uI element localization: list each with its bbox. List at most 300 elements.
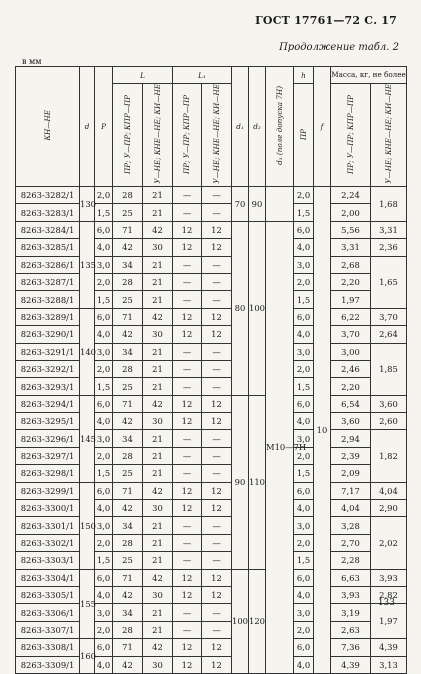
cell-l1-ne: 12 [202, 221, 232, 238]
cell-d: 140 [80, 308, 95, 395]
gauge-table [15, 66, 407, 674]
cell-l1-pr: — [173, 534, 202, 551]
cell-l-pr: 71 [113, 639, 143, 656]
cell-mass-pr: 2,46 [331, 360, 371, 377]
col-header-d: d [80, 67, 95, 187]
cell-l1-pr: 12 [173, 308, 202, 325]
cell-h: 1,5 [294, 291, 314, 308]
col-header-code: КН—НЕ [16, 67, 80, 187]
cell-l-ne: 42 [143, 639, 173, 656]
table-row [16, 569, 407, 586]
cell-l-ne: 21 [143, 604, 173, 621]
cell-l-pr: 28 [113, 534, 143, 551]
cell-l1-ne: 12 [202, 239, 232, 256]
cell-l1-ne: — [202, 256, 232, 273]
cell-p: 1,5 [95, 204, 113, 221]
cell-l-ne: 42 [143, 395, 173, 412]
cell-l1-pr: — [173, 204, 202, 221]
cell-mass-pr: 2,28 [331, 552, 371, 569]
cell-l-ne: 30 [143, 656, 173, 673]
cell-l-pr: 25 [113, 465, 143, 482]
cell-l1-ne: 12 [202, 587, 232, 604]
standard-header: ГОСТ 17761—72 С. 17 [255, 14, 397, 27]
cell-l1-ne: — [202, 621, 232, 638]
cell-mass-ne: 2,60 [371, 413, 407, 430]
cell-l1-ne: 12 [202, 395, 232, 412]
cell-p: 4,0 [95, 587, 113, 604]
cell-d: 145 [80, 395, 95, 482]
col-header-l1-ne: У—НЕ; КНЕ—НЕ; КИ—НЕ [202, 84, 232, 187]
cell-l-pr: 71 [113, 569, 143, 586]
table-row [16, 291, 407, 308]
cell-p: 6,0 [95, 395, 113, 412]
cell-h: 2,0 [294, 621, 314, 638]
cell-h: 2,0 [294, 534, 314, 551]
cell-mass-pr: 3,93 [331, 587, 371, 604]
col-header-p: P [95, 67, 113, 187]
cell-mass-pr: 7,36 [331, 639, 371, 656]
cell-mass-pr: 2,20 [331, 378, 371, 395]
cell-mass-pr: 4,04 [331, 500, 371, 517]
cell-p: 3,0 [95, 256, 113, 273]
table-row [16, 378, 407, 395]
cell-l-ne: 42 [143, 482, 173, 499]
cell-l-pr: 28 [113, 187, 143, 204]
cell-h: 3,0 [294, 256, 314, 273]
cell-l1-pr: 12 [173, 221, 202, 238]
col-header-h: h [294, 67, 314, 84]
cell-p: 1,5 [95, 465, 113, 482]
table-row [16, 187, 407, 204]
cell-l1-ne: 12 [202, 500, 232, 517]
cell-p: 2,0 [95, 187, 113, 204]
cell-mass-ne: 1,82 [371, 430, 407, 482]
table-row [16, 482, 407, 499]
table-row [16, 395, 407, 412]
table-row [16, 308, 407, 325]
table-row [16, 273, 407, 290]
cell-l1-ne: — [202, 273, 232, 290]
cell-l1-ne: — [202, 204, 232, 221]
cell-mass-ne: 1,85 [371, 343, 407, 395]
table-row [16, 656, 407, 673]
cell-l1-ne: 12 [202, 308, 232, 325]
table-row [16, 465, 407, 482]
cell-p: 1,5 [95, 552, 113, 569]
col-header-l-ne: У—НЕ; КНЕ—НЕ; КИ—НЕ [143, 84, 173, 187]
cell-l-ne: 21 [143, 517, 173, 534]
cell-l1-pr: — [173, 378, 202, 395]
cell-p: 6,0 [95, 308, 113, 325]
cell-mass-pr: 6,22 [331, 308, 371, 325]
cell-code: 8263-3289/1 [16, 308, 80, 325]
cell-code: 8263-3295/1 [16, 413, 80, 430]
cell-mass-pr: 3,19 [331, 604, 371, 621]
cell-mass-ne: 3,13 [371, 656, 407, 673]
cell-l1-ne: — [202, 465, 232, 482]
cell-h: 1,5 [294, 552, 314, 569]
cell-d2: 90 [249, 187, 266, 222]
col-header-d3: d₃ (поле допуска 7Н) [266, 67, 294, 187]
cell-mass-ne: 2,82 [371, 587, 407, 604]
cell-mass-ne: 1,65 [371, 256, 407, 308]
col-header-l1: L₁ [173, 67, 232, 84]
cell-h: 1,5 [294, 378, 314, 395]
cell-l-ne: 42 [143, 569, 173, 586]
cell-p: 2,0 [95, 621, 113, 638]
table-row [16, 343, 407, 360]
cell-l1-ne: 12 [202, 569, 232, 586]
cell-code: 8263-3298/1 [16, 465, 80, 482]
cell-l-pr: 34 [113, 256, 143, 273]
cell-l-ne: 21 [143, 291, 173, 308]
cell-mass-pr: 3,70 [331, 326, 371, 343]
col-header-mass: Масса, кг, не более [331, 67, 407, 84]
cell-mass-ne: 4,39 [371, 639, 407, 656]
cell-mass-ne: 4,04 [371, 482, 407, 499]
cell-l-pr: 42 [113, 587, 143, 604]
cell-p: 1,5 [95, 291, 113, 308]
table-row [16, 552, 407, 569]
cell-p: 2,0 [95, 360, 113, 377]
cell-l-pr: 28 [113, 273, 143, 290]
cell-l1-pr: — [173, 552, 202, 569]
cell-p: 6,0 [95, 482, 113, 499]
cell-l-pr: 25 [113, 378, 143, 395]
cell-p: 6,0 [95, 221, 113, 238]
cell-l1-ne: 12 [202, 639, 232, 656]
cell-h: 2,0 [294, 447, 314, 464]
cell-l-ne: 21 [143, 256, 173, 273]
cell-mass-pr: 2,00 [331, 204, 371, 221]
table-row [16, 500, 407, 517]
cell-p: 4,0 [95, 500, 113, 517]
cell-f: 10 [314, 187, 331, 674]
cell-l-ne: 21 [143, 621, 173, 638]
cell-p: 2,0 [95, 447, 113, 464]
col-header-d2: d₂ [249, 67, 266, 187]
cell-d2: 100 [249, 221, 266, 395]
cell-h: 6,0 [294, 639, 314, 656]
cell-l1-pr: 12 [173, 639, 202, 656]
cell-d3-blank [266, 187, 294, 222]
cell-code: 8263-3292/1 [16, 360, 80, 377]
cell-code: 8263-3309/1 [16, 656, 80, 673]
cell-d: 155 [80, 569, 95, 639]
cell-d: 150 [80, 482, 95, 569]
cell-l1-ne: — [202, 430, 232, 447]
cell-d3: M10—7H [266, 221, 294, 673]
cell-code: 8263-3307/1 [16, 621, 80, 638]
cell-l1-pr: — [173, 360, 202, 377]
cell-h: 4,0 [294, 326, 314, 343]
cell-h: 6,0 [294, 482, 314, 499]
cell-code: 8263-3302/1 [16, 534, 80, 551]
cell-l-pr: 42 [113, 656, 143, 673]
cell-p: 4,0 [95, 656, 113, 673]
cell-l-ne: 30 [143, 326, 173, 343]
cell-l-ne: 21 [143, 552, 173, 569]
table-row [16, 360, 407, 377]
cell-p: 4,0 [95, 239, 113, 256]
cell-h: 2,0 [294, 187, 314, 204]
cell-d1: 90 [232, 395, 249, 569]
cell-l-pr: 34 [113, 604, 143, 621]
table-row [16, 430, 407, 447]
cell-l1-ne: 12 [202, 413, 232, 430]
cell-code: 8263-3288/1 [16, 291, 80, 308]
cell-l-pr: 34 [113, 343, 143, 360]
cell-l1-pr: — [173, 430, 202, 447]
cell-l-pr: 71 [113, 308, 143, 325]
cell-l1-ne: — [202, 291, 232, 308]
cell-mass-ne: 2,64 [371, 326, 407, 343]
table-row [16, 239, 407, 256]
cell-code: 8263-3301/1 [16, 517, 80, 534]
cell-mass-pr: 2,70 [331, 534, 371, 551]
cell-code: 8263-3294/1 [16, 395, 80, 412]
cell-p: 2,0 [95, 534, 113, 551]
cell-l1-pr: — [173, 343, 202, 360]
cell-l-ne: 42 [143, 221, 173, 238]
cell-mass-pr: 7,17 [331, 482, 371, 499]
units-label: в мм [22, 57, 42, 66]
cell-mass-ne: 3,31 [371, 221, 407, 238]
cell-l-pr: 34 [113, 517, 143, 534]
cell-l-ne: 21 [143, 534, 173, 551]
cell-l1-pr: — [173, 187, 202, 204]
cell-code: 8263-3285/1 [16, 239, 80, 256]
cell-h: 4,0 [294, 587, 314, 604]
cell-l1-ne: — [202, 360, 232, 377]
cell-h: 4,0 [294, 413, 314, 430]
cell-l1-pr: 12 [173, 326, 202, 343]
cell-mass-pr: 4,39 [331, 656, 371, 673]
col-header-h-pr: ПР [294, 84, 314, 187]
cell-l1-ne: — [202, 447, 232, 464]
cell-code: 8263-3306/1 [16, 604, 80, 621]
cell-l-pr: 25 [113, 291, 143, 308]
cell-p: 3,0 [95, 430, 113, 447]
cell-p: 3,0 [95, 343, 113, 360]
cell-h: 6,0 [294, 395, 314, 412]
table-row [16, 534, 407, 551]
cell-l-pr: 42 [113, 413, 143, 430]
cell-d1: 100 [232, 569, 249, 673]
table-row [16, 256, 407, 273]
cell-p: 1,5 [95, 378, 113, 395]
cell-l1-pr: — [173, 273, 202, 290]
cell-code: 8263-3303/1 [16, 552, 80, 569]
cell-h: 6,0 [294, 569, 314, 586]
cell-l-pr: 34 [113, 430, 143, 447]
cell-h: 3,0 [294, 343, 314, 360]
table-row [16, 204, 407, 221]
cell-d1: 80 [232, 221, 249, 395]
table-continuation-title: Продолжение табл. 2 [279, 42, 399, 53]
table-row [16, 604, 407, 621]
cell-l1-pr: 12 [173, 587, 202, 604]
cell-mass-pr: 2,39 [331, 447, 371, 464]
cell-mass-pr: 2,24 [331, 187, 371, 204]
cell-code: 8263-3297/1 [16, 447, 80, 464]
cell-code: 8263-3305/1 [16, 587, 80, 604]
cell-mass-ne: 3,93 [371, 569, 407, 586]
cell-d: 135 [80, 221, 95, 308]
cell-l1-pr: 12 [173, 569, 202, 586]
cell-l-ne: 21 [143, 204, 173, 221]
col-header-l-pr: ПР; У—ПР; КПР—ПР [113, 84, 143, 187]
cell-mass-ne: 3,60 [371, 395, 407, 412]
cell-h: 4,0 [294, 500, 314, 517]
cell-l-pr: 71 [113, 482, 143, 499]
cell-l1-pr: 12 [173, 482, 202, 499]
cell-code: 8263-3282/1 [16, 187, 80, 204]
cell-l-pr: 42 [113, 500, 143, 517]
cell-l1-pr: 12 [173, 413, 202, 430]
cell-l-pr: 28 [113, 621, 143, 638]
cell-h: 1,5 [294, 465, 314, 482]
cell-l-ne: 21 [143, 360, 173, 377]
cell-d2: 120 [249, 569, 266, 673]
cell-p: 6,0 [95, 639, 113, 656]
cell-l-pr: 71 [113, 395, 143, 412]
cell-mass-pr: 2,09 [331, 465, 371, 482]
cell-mass-pr: 3,00 [331, 343, 371, 360]
cell-l-ne: 21 [143, 378, 173, 395]
cell-code: 8263-3283/1 [16, 204, 80, 221]
cell-code: 8263-3291/1 [16, 343, 80, 360]
col-header-l: L [113, 67, 173, 84]
table-row [16, 517, 407, 534]
cell-l-ne: 30 [143, 413, 173, 430]
cell-l1-pr: 12 [173, 239, 202, 256]
cell-l1-pr: — [173, 291, 202, 308]
cell-mass-ne: 3,70 [371, 308, 407, 325]
cell-mass-ne: 1,97 [371, 604, 407, 639]
cell-l1-pr: — [173, 465, 202, 482]
cell-code: 8263-3286/1 [16, 256, 80, 273]
col-header-l1-pr: ПР; У—ПР; КПР—ПР [173, 84, 202, 187]
table-row [16, 413, 407, 430]
cell-l1-ne: 12 [202, 482, 232, 499]
cell-l1-ne: — [202, 552, 232, 569]
cell-p: 4,0 [95, 413, 113, 430]
cell-l1-pr: — [173, 256, 202, 273]
cell-p: 3,0 [95, 604, 113, 621]
cell-p: 4,0 [95, 326, 113, 343]
cell-code: 8263-3290/1 [16, 326, 80, 343]
cell-code: 8263-3296/1 [16, 430, 80, 447]
cell-p: 3,0 [95, 517, 113, 534]
cell-l1-ne: — [202, 378, 232, 395]
page-number: 133 [377, 598, 395, 608]
cell-l1-pr: — [173, 604, 202, 621]
cell-p: 2,0 [95, 273, 113, 290]
cell-l-pr: 28 [113, 447, 143, 464]
cell-mass-pr: 2,94 [331, 430, 371, 447]
col-header-mass-ne: У—НЕ; КНЕ—НЕ; КИ—НЕ [371, 84, 407, 187]
cell-l-pr: 28 [113, 360, 143, 377]
table-row [16, 221, 407, 238]
cell-h: 3,0 [294, 517, 314, 534]
cell-l-pr: 42 [113, 326, 143, 343]
cell-h: 1,5 [294, 204, 314, 221]
cell-l-ne: 21 [143, 273, 173, 290]
cell-mass-pr: 3,31 [331, 239, 371, 256]
table-row [16, 447, 407, 464]
cell-mass-pr: 2,68 [331, 256, 371, 273]
cell-l1-pr: — [173, 447, 202, 464]
cell-l-ne: 30 [143, 239, 173, 256]
cell-code: 8263-3299/1 [16, 482, 80, 499]
cell-h: 3,0 [294, 430, 314, 447]
cell-code: 8263-3284/1 [16, 221, 80, 238]
cell-l1-ne: — [202, 343, 232, 360]
cell-l-ne: 21 [143, 465, 173, 482]
col-header-mass-pr: ПР; У—ПР; КПР—ПР [331, 84, 371, 187]
cell-l1-ne: — [202, 534, 232, 551]
cell-l-pr: 25 [113, 204, 143, 221]
cell-code: 8263-3308/1 [16, 639, 80, 656]
cell-h: 3,0 [294, 604, 314, 621]
cell-p: 6,0 [95, 569, 113, 586]
cell-l1-ne: 12 [202, 656, 232, 673]
cell-mass-pr: 1,97 [331, 291, 371, 308]
cell-l1-ne: — [202, 604, 232, 621]
cell-mass-pr: 3,28 [331, 517, 371, 534]
cell-mass-ne: 2,90 [371, 500, 407, 517]
cell-l-pr: 25 [113, 552, 143, 569]
cell-code: 8263-3287/1 [16, 273, 80, 290]
col-header-f: f [314, 67, 331, 187]
cell-l-ne: 21 [143, 447, 173, 464]
cell-mass-pr: 2,20 [331, 273, 371, 290]
cell-code: 8263-3304/1 [16, 569, 80, 586]
cell-d: 160 [80, 639, 95, 674]
cell-mass-ne: 1,68 [371, 187, 407, 222]
cell-d: 130 [80, 187, 95, 222]
cell-mass-pr: 2,63 [331, 621, 371, 638]
cell-l-ne: 21 [143, 430, 173, 447]
cell-h: 2,0 [294, 273, 314, 290]
cell-d2: 110 [249, 395, 266, 569]
cell-h: 4,0 [294, 239, 314, 256]
cell-mass-pr: 6,63 [331, 569, 371, 586]
cell-l-ne: 21 [143, 187, 173, 204]
cell-l-ne: 30 [143, 587, 173, 604]
cell-l1-pr: 12 [173, 656, 202, 673]
cell-mass-ne: 2,36 [371, 239, 407, 256]
cell-h: 6,0 [294, 221, 314, 238]
cell-h: 2,0 [294, 360, 314, 377]
cell-code: 8263-3293/1 [16, 378, 80, 395]
cell-l1-pr: 12 [173, 500, 202, 517]
cell-l-pr: 42 [113, 239, 143, 256]
cell-d1: 70 [232, 187, 249, 222]
cell-code: 8263-3300/1 [16, 500, 80, 517]
cell-l-ne: 30 [143, 500, 173, 517]
cell-l1-ne: 12 [202, 326, 232, 343]
cell-l1-pr: — [173, 621, 202, 638]
table-row [16, 326, 407, 343]
cell-l1-pr: — [173, 517, 202, 534]
table-row [16, 621, 407, 638]
cell-l1-pr: 12 [173, 395, 202, 412]
table-row [16, 587, 407, 604]
cell-l-ne: 42 [143, 308, 173, 325]
cell-l1-ne: — [202, 187, 232, 204]
